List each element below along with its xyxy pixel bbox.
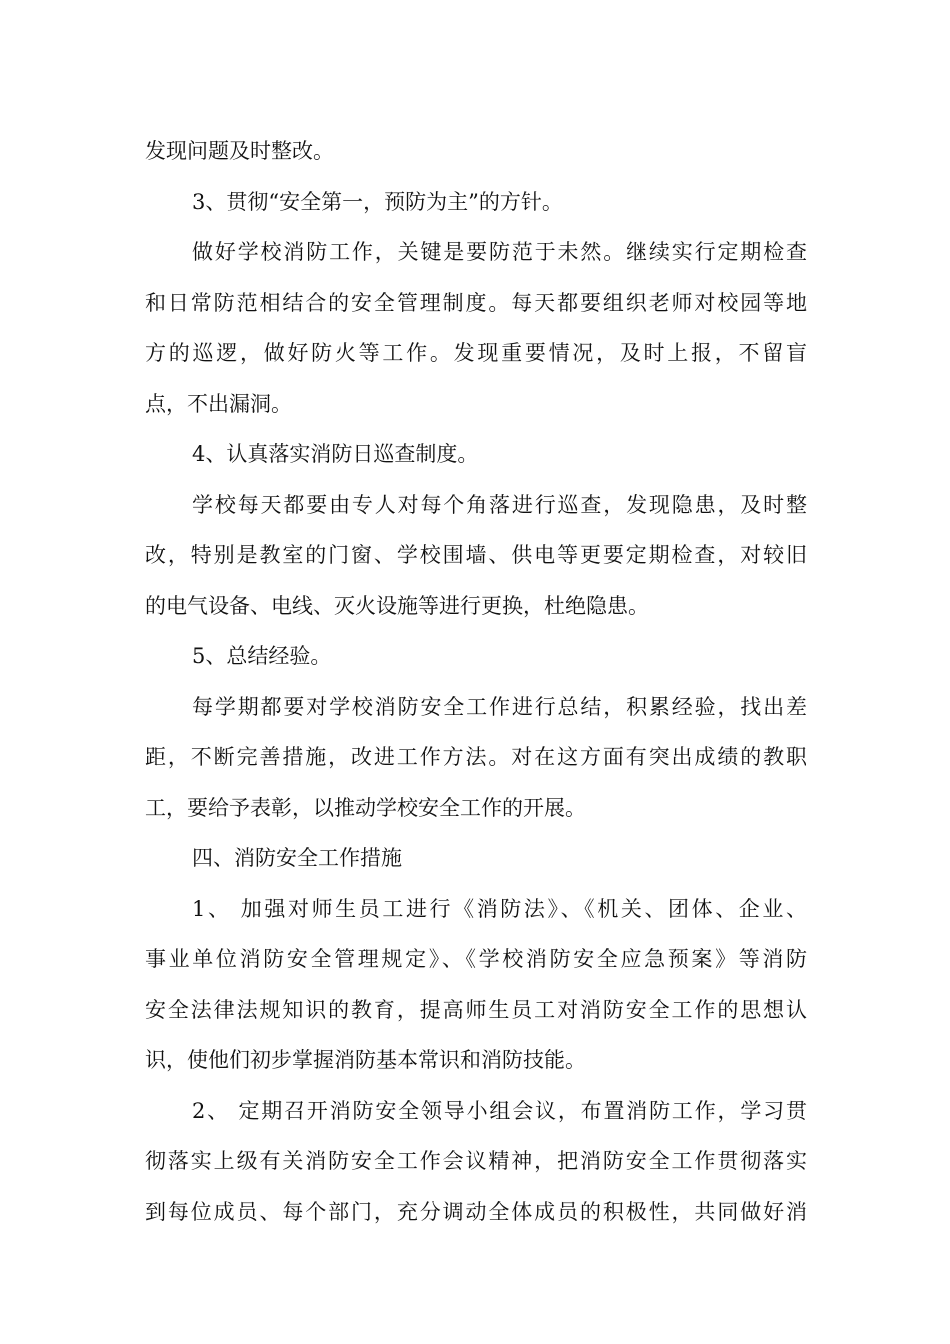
text-line: 4、认真落实消防日巡查制度。 xyxy=(192,442,479,466)
text-line: 发现问题及时整改。 xyxy=(145,139,334,163)
text-line: 3、贯彻“安全第一，预防为主”的方针。 xyxy=(192,189,563,214)
text-line: 方的巡逻，做好防火等工作。发现重要情况，及时上报，不留盲 xyxy=(145,341,807,365)
text-line: 和日常防范相结合的安全管理制度。每天都要组织老师对校园等地 xyxy=(145,290,807,315)
text-line: 四、消防安全工作措施 xyxy=(192,846,402,870)
text-line: 事业单位消防安全管理规定》、《学校消防安全应急预案》等消防 xyxy=(145,947,807,971)
text-line: 识，使他们初步掌握消防基本常识和消防技能。 xyxy=(145,1048,586,1072)
text-line: 工，要给予表彰，以推动学校安全工作的开展。 xyxy=(145,795,586,820)
text-line: 的电气设备、电线、灭火设施等进行更换，杜绝隐患。 xyxy=(145,593,649,618)
text-line: 安全法律法规知识的教育，提高师生员工对消防安全工作的思想认 xyxy=(145,997,807,1022)
text-line: 1、 加强对师生员工进行《消防法》、《机关、团体、企业、 xyxy=(192,896,807,921)
text-line: 做好学校消防工作，关键是要防范于未然。继续实行定期检查 xyxy=(192,240,807,264)
text-line: 距，不断完善措施，改进工作方法。对在这方面有突出成绩的教职 xyxy=(145,745,807,769)
text-line: 2、 定期召开消防安全领导小组会议，布置消防工作，学习贯 xyxy=(192,1098,807,1123)
text-line: 彻落实上级有关消防安全工作会议精神，把消防安全工作贯彻落实 xyxy=(145,1149,807,1173)
text-line: 到每位成员、每个部门，充分调动全体成员的积极性，共同做好消 xyxy=(145,1199,807,1224)
text-line: 学校每天都要由专人对每个角落进行巡查，发现隐患，及时整 xyxy=(192,492,807,517)
text-line: 每学期都要对学校消防安全工作进行总结，积累经验，找出差 xyxy=(192,694,807,719)
text-line: 改，特别是教室的门窗、学校围墙、供电等更要定期检查，对较旧 xyxy=(145,543,807,567)
text-line: 点，不出漏洞。 xyxy=(145,391,292,416)
text-line: 5、总结经验。 xyxy=(192,644,332,668)
document-body xyxy=(145,126,807,1237)
